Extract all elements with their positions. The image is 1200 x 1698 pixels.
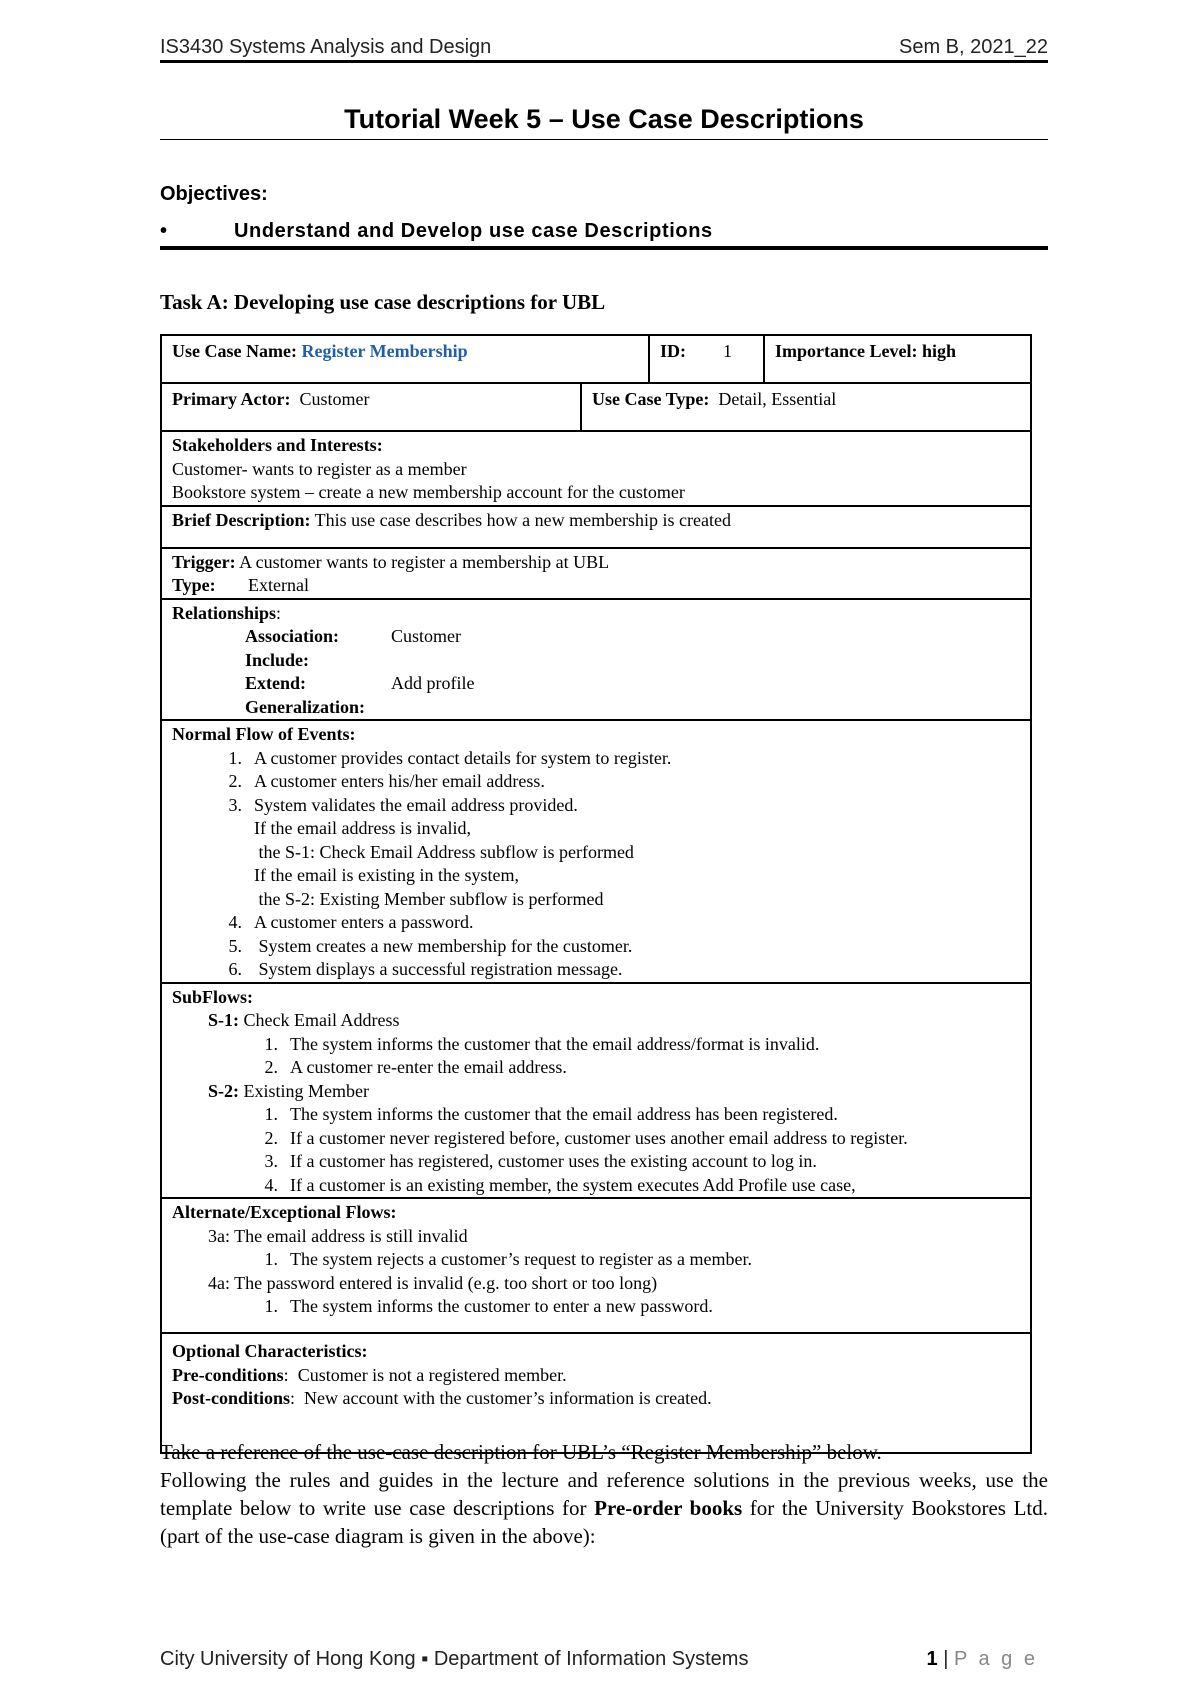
semester: Sem B, 2021_22 xyxy=(899,36,1048,58)
task-heading: Task A: Developing use case descriptions for UBL xyxy=(160,290,606,314)
table-row xyxy=(161,1198,1031,1333)
list-item: 3. If a customer has registered, customer uses the existing account to log in. xyxy=(264,1151,817,1171)
trigger-type: External xyxy=(248,575,309,595)
list-item: 1. The system informs the customer that the email address/format is invalid. xyxy=(264,1033,820,1054)
list-item: If the email is existing in the system, xyxy=(254,865,519,885)
trigger-type-label: Type: xyxy=(172,575,216,595)
alternate-flows-label: Alternate/Exceptional Flows: xyxy=(172,1202,397,1222)
use-case-type-label: Use Case Type: xyxy=(592,389,710,409)
list-item: 4. A customer enters a password. xyxy=(228,912,474,932)
primary-actor-cell xyxy=(161,383,581,431)
table-row xyxy=(161,431,1031,506)
extend-value: Add profile xyxy=(391,673,475,693)
trigger-label: Trigger: xyxy=(172,551,236,572)
title-rule xyxy=(160,139,1048,140)
include-label: Include: xyxy=(245,649,310,670)
id-value: 1 xyxy=(723,341,733,361)
list-item: 1. The system rejects a customer’s request to register as a member. xyxy=(264,1249,753,1269)
trigger-text: A customer wants to register a membership at UBL xyxy=(239,551,610,572)
list-item: If the email address is invalid, xyxy=(254,818,471,838)
brief-text: This use case describes how a new membership is created xyxy=(314,509,732,530)
association-value: Customer xyxy=(391,626,461,646)
importance-value: high xyxy=(921,341,957,361)
list-item: 4. If a customer is an existing member, the system executes Add Profile use case, xyxy=(264,1174,856,1195)
page-title: Tutorial Week 5 – Use Case Descriptions xyxy=(344,104,864,134)
list-item: the S-2: Existing Member subflow is performed xyxy=(254,888,604,909)
list-item: 6. System displays a successful registration message. xyxy=(228,959,623,979)
page-header xyxy=(160,36,1048,60)
stakeholders-cell xyxy=(161,431,1031,506)
post-conditions: Post-conditions: New account with the customer’s information is created. xyxy=(172,1388,712,1408)
brief-label: Brief Description: xyxy=(172,509,311,530)
list-item: 2. A customer enters his/her email address. xyxy=(228,771,545,791)
alt-4a: 4a: The password entered is invalid (e.g. too short or too long) xyxy=(208,1272,658,1293)
use-case-name: Register Membership xyxy=(301,341,468,361)
instructions-paragraph xyxy=(160,1438,1048,1550)
table-row xyxy=(161,720,1031,983)
table-row xyxy=(161,1333,1031,1453)
normal-flow-label: Normal Flow of Events: xyxy=(172,724,356,744)
use-case-type: Detail, Essential xyxy=(718,389,837,409)
stakeholder-item: Bookstore system – create a new membership account for the customer xyxy=(172,482,685,502)
table-row xyxy=(161,599,1031,721)
highlight-preorder: Pre-order books xyxy=(594,1496,743,1520)
subflow-s2: S-2: Existing Member xyxy=(208,1080,369,1101)
page-number: 1 | P a g e xyxy=(926,1648,1038,1670)
table-row xyxy=(161,983,1031,1199)
id-label: ID: xyxy=(660,341,687,361)
optional-label: Optional Characteristics: xyxy=(172,1341,368,1361)
subflows-label: SubFlows: xyxy=(172,986,254,1007)
objectives-label: Objectives: xyxy=(160,183,268,205)
relationships-label: Relationships xyxy=(172,602,277,623)
list-item: 5. System creates a new membership for the customer. xyxy=(228,935,633,956)
pre-conditions: Pre-conditions: Customer is not a registered member. xyxy=(172,1364,567,1385)
association-label: Association: xyxy=(245,626,339,646)
table-row xyxy=(161,383,1031,431)
optional-characteristics-cell xyxy=(161,1333,1031,1453)
use-case-table xyxy=(160,334,1032,1454)
use-case-type-cell xyxy=(581,383,1031,431)
brief-description-cell xyxy=(161,506,1031,548)
header-rule xyxy=(160,60,1048,63)
id-cell xyxy=(649,335,764,383)
list-item: the S-1: Check Email Address subflow is performed xyxy=(254,841,634,862)
stakeholders-label: Stakeholders and Interests: xyxy=(172,435,383,455)
instruction-text: Following the rules and guides in the lecture and reference solutions in the previous weeks, use the template below to write use case descriptions for Pre-order books for the University Bookstores Ltd. (part of the use-case diagram is given in the above): xyxy=(160,1468,1048,1548)
importance-label: Importance Level: xyxy=(775,341,918,361)
list-item: 1. The system informs the customer that the email address has been registered. xyxy=(264,1104,838,1124)
list-item: 1. A customer provides contact details for system to register. xyxy=(228,747,672,768)
bullet-icon: • xyxy=(160,220,168,242)
alternate-flows-cell xyxy=(161,1198,1031,1333)
trigger-cell xyxy=(161,548,1031,599)
subflow-s1: S-1: Check Email Address xyxy=(208,1010,400,1030)
list-item: 2. A customer re-enter the email address. xyxy=(264,1057,567,1077)
table-row xyxy=(161,506,1031,548)
table-row xyxy=(161,335,1031,383)
list-item: 1. The system informs the customer to enter a new password. xyxy=(264,1296,713,1316)
importance-cell xyxy=(764,335,1031,383)
normal-flow-cell xyxy=(161,720,1031,983)
objective-text: Understand and Develop use case Descriptions xyxy=(234,220,713,242)
objectives-rule xyxy=(160,246,1048,250)
primary-actor: Customer xyxy=(299,389,370,409)
stakeholder-item: Customer- wants to register as a member xyxy=(172,458,467,479)
course-name: IS3430 Systems Analysis and Design xyxy=(160,36,492,58)
use-case-name-label: Use Case Name: xyxy=(172,341,297,361)
instruction-line: Take a reference of the use-case description for UBL’s “Register Membership” below. xyxy=(160,1440,882,1464)
use-case-name-cell xyxy=(161,335,649,383)
primary-actor-label: Primary Actor: xyxy=(172,389,291,409)
footer-org: City University of Hong Kong ▪ Department of Information Systems xyxy=(160,1648,749,1670)
relationships-cell: Relationships: Association: Customer Include: Extend: Add profile Generalization: xyxy=(161,599,1031,721)
list-item: 2. If a customer never registered before, customer uses another email address to register. xyxy=(264,1127,908,1148)
table-row xyxy=(161,548,1031,599)
list-item: 3. System validates the email address provided. xyxy=(228,794,578,815)
alt-3a: 3a: The email address is still invalid xyxy=(208,1225,468,1246)
generalization-label: Generalization: xyxy=(245,696,365,717)
extend-label: Extend: xyxy=(245,673,307,693)
subflows-cell xyxy=(161,983,1031,1199)
